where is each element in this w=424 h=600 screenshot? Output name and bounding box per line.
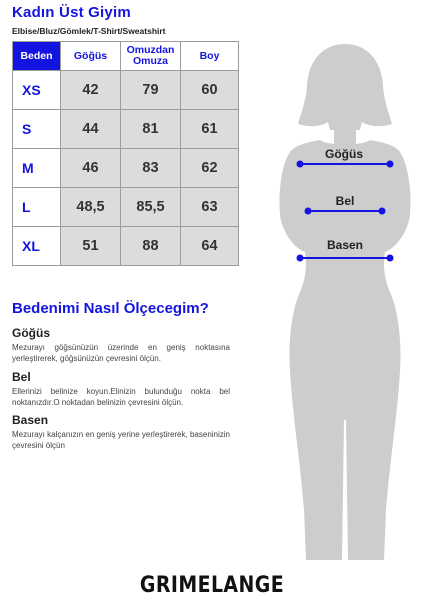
shoulder-cell: 88 bbox=[121, 227, 181, 266]
hips-right-dot bbox=[387, 255, 394, 262]
column-header-size: Beden bbox=[13, 42, 61, 71]
waist-label: Bel bbox=[335, 194, 355, 208]
table-header-row bbox=[13, 42, 239, 71]
chest-right-dot bbox=[387, 161, 394, 168]
length-cell: 60 bbox=[181, 71, 239, 110]
size-cell: L bbox=[13, 188, 61, 227]
table-row bbox=[13, 227, 239, 266]
length-cell: 61 bbox=[181, 110, 239, 149]
body-silhouette bbox=[270, 40, 420, 560]
table-row bbox=[13, 188, 239, 227]
garment-types-subtitle: Elbise/Bluz/Gömlek/T-Shirt/Sweatshirt bbox=[12, 26, 166, 36]
hips-heading: Basen bbox=[12, 413, 49, 427]
chest-label: Göğüs bbox=[325, 147, 363, 161]
waist-heading: Bel bbox=[12, 370, 31, 384]
size-chart-table bbox=[12, 41, 239, 266]
chest-cell: 44 bbox=[61, 110, 121, 149]
size-cell: XL bbox=[13, 227, 61, 266]
length-cell: 63 bbox=[181, 188, 239, 227]
length-cell: 64 bbox=[181, 227, 239, 266]
size-cell: S bbox=[13, 110, 61, 149]
chest-heading: Göğüs bbox=[12, 326, 50, 340]
table-row bbox=[13, 71, 239, 110]
chest-cell: 46 bbox=[61, 149, 121, 188]
chest-left-dot bbox=[297, 161, 304, 168]
shoulder-cell: 79 bbox=[121, 71, 181, 110]
waist-left-dot bbox=[305, 208, 312, 215]
chest-cell: 51 bbox=[61, 227, 121, 266]
hips-left-dot bbox=[297, 255, 304, 262]
chest-instructions: Mezurayı göğsünüzün üzerinde en geniş noktasına yerleştirerek, göğsünüzün çevresini ölçün. bbox=[12, 343, 230, 363]
length-cell: 62 bbox=[181, 149, 239, 188]
chest-cell: 42 bbox=[61, 71, 121, 110]
column-header-chest: Göğüs bbox=[61, 42, 121, 71]
waist-instructions: Ellerinizi belinize koyun.Elinizin bulunduğu nokta bel noktanızdır.O noktadan belinizin çevresini ölçün. bbox=[12, 387, 230, 407]
size-cell: M bbox=[13, 149, 61, 188]
hips-instructions: Mezurayı kalçanızın en geniş yerine yerleştirerek, baseninizin çevresini ölçün bbox=[12, 430, 230, 450]
hips-label: Basen bbox=[326, 238, 364, 252]
shoulder-cell: 81 bbox=[121, 110, 181, 149]
table-row bbox=[13, 149, 239, 188]
table-row bbox=[13, 110, 239, 149]
column-header-shoulder: Omuzdan Omuza bbox=[121, 42, 181, 71]
shoulder-cell: 85,5 bbox=[121, 188, 181, 227]
chest-cell: 48,5 bbox=[61, 188, 121, 227]
silhouette-shape bbox=[279, 44, 410, 560]
shoulder-cell: 83 bbox=[121, 149, 181, 188]
column-header-length: Boy bbox=[181, 42, 239, 71]
brand-logo: GRIMELANGE bbox=[139, 573, 285, 598]
waist-right-dot bbox=[379, 208, 386, 215]
size-cell: XS bbox=[13, 71, 61, 110]
how-to-measure-title: Bedenimi Nasıl Ölçecegim? bbox=[12, 300, 209, 317]
page-title: Kadın Üst Giyim bbox=[12, 4, 131, 21]
